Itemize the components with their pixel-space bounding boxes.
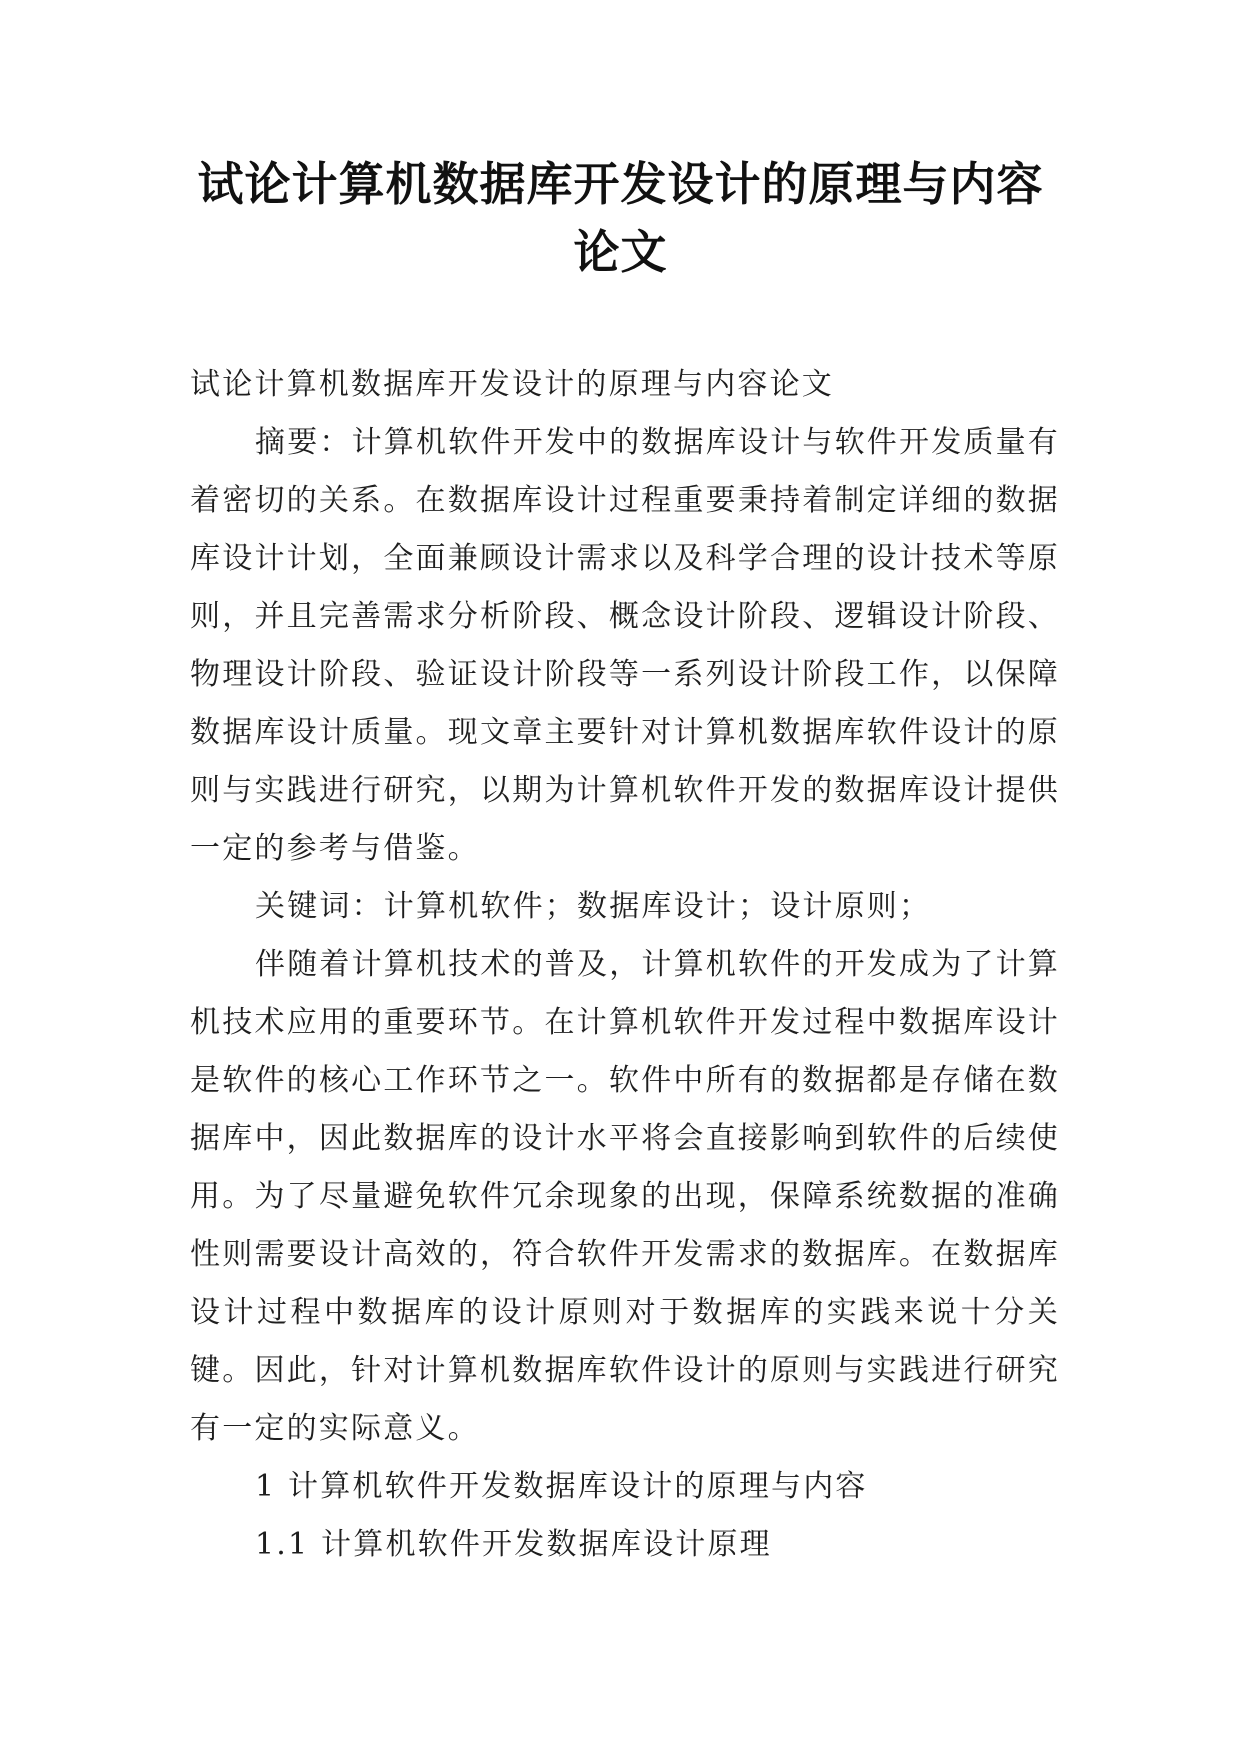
- keywords-paragraph: 关键词：计算机软件；数据库设计；设计原则；: [255, 889, 932, 924]
- document-title: [150, 150, 1091, 286]
- section-heading-1: 1 计算机软件开发数据库设计的原理与内容: [255, 1469, 868, 1504]
- title-line-2: 论文: [573, 225, 668, 279]
- intro-paragraph: 伴随着计算机技术的普及，计算机软件的开发成为了计算机技术应用的重要环节。在计算机软件开发过程中数据库设计是软件的核心工作环节之一。软件中所有的数据都是存储在数据库中，因此数据库的设计水平将会直接影响到软件的后续使用。为了尽量避免软件冗余现象的出现，保障系统数据的准确性则需要设计高效的，符合软件开发需求的数据库。在数据库设计过程中数据库的设计原则对于数据库的实践来说十分关键。因此，针对计算机数据库软件设计的原则与实践进行研究有一定的实际意义。: [190, 947, 1060, 1446]
- section-heading-1-1: 1.1 计算机软件开发数据库设计原理: [255, 1527, 772, 1562]
- title-line-1: 试论计算机数据库开发设计的原理与内容: [197, 157, 1044, 211]
- document-body: [190, 356, 1060, 1574]
- abstract-paragraph: 摘要：计算机软件开发中的数据库设计与软件开发质量有着密切的关系。在数据库设计过程重要秉持着制定详细的数据库设计计划，全面兼顾设计需求以及科学合理的设计技术等原则，并且完善需求分析阶段、概念设计阶段、逻辑设计阶段、物理设计阶段、验证设计阶段等一系列设计阶段工作，以保障数据库设计质量。现文章主要针对计算机数据库软件设计的原则与实践进行研究，以期为计算机软件开发的数据库设计提供一定的参考与借鉴。: [190, 425, 1060, 866]
- subtitle-paragraph: 试论计算机数据库开发设计的原理与内容论文: [190, 367, 834, 402]
